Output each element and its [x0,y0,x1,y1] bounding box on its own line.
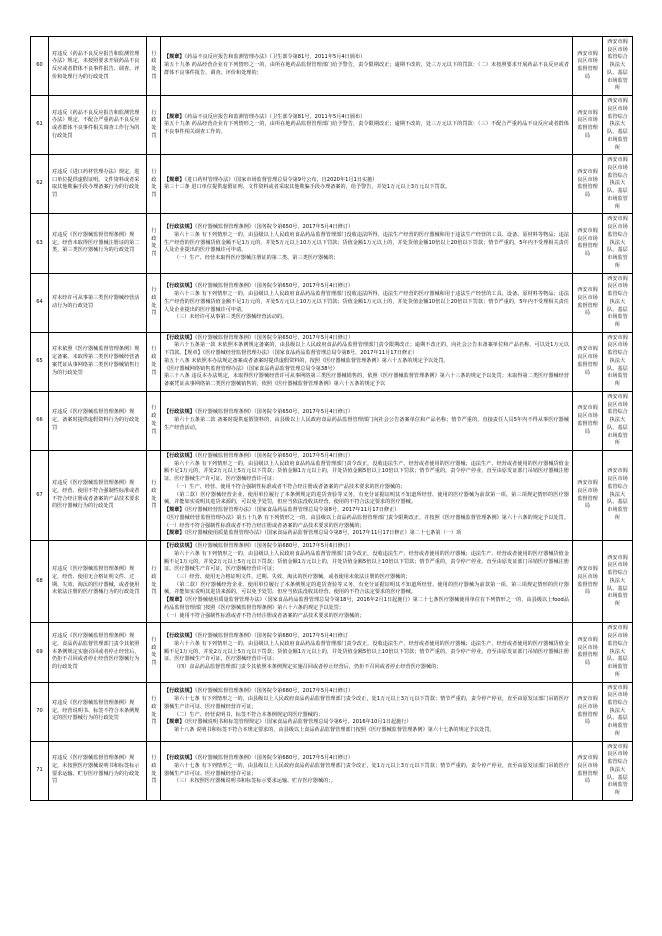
penalty-type [147,96,161,155]
penalty-item-name: 对违反《医疗器械监督管理条例》规定，经营、使用不符合强制性标准或者不符合经注册或者备案的产品技术要求的医疗器械行为的行政处罚 [49,450,147,540]
responsible-unit: 西安市阎良区市场监管综合执法大队、基层市场监管所 [603,214,633,273]
basis-paragraph [164,755,569,763]
basis-text: （四）食品药品监督管理部门责令其依照本条例规定实施召回或者停止经营后，仍拒不召回或者停止经营医疗器械的； [174,664,442,671]
penalty-item-name: 对未经许可从事第三类医疗器械经营活动行为的行政处罚 [49,273,147,332]
table-row [31,332,633,391]
basis-text: （一）生产、经营未取得医疗器械注册证的第二类、第三类医疗器械的； [174,255,339,262]
basis-paragraph [164,515,569,530]
basis-text: 第五十九条 药品经营企业有下列情形之一的，由所在地药品监督管理部门给予警告，责令限期改正；逾期不改的，处三万元以下的罚款：（二）未按照要求开展药品不良反应或者群体不良事件报告、调查、评价和处理的； [164,62,569,76]
basis-paragraph [164,582,569,597]
basis-lead-label: 【规章】 [164,719,185,726]
penalty-basis [161,273,573,332]
table-row [31,623,633,682]
penalty-type [147,214,161,273]
basis-text: 《医疗器械监督管理条例》（国务院令第650号，2017年5月4日修订） [194,224,354,231]
responsible-unit: 西安市阎良区市场监管综合执法大队、基层市场监管所 [603,450,633,540]
penalty-item-name: 对违反《进口药材管理办法》规定，进口单位提供虚假证明、文件资料或者采取其他欺骗手段办理备案行为的行政处罚 [49,155,147,214]
penalty-type [147,155,161,214]
penalty-basis [161,623,573,682]
penalty-type-label: 行政处罚 [151,637,157,667]
basis-text: 《医疗器械使用质量监督管理办法》（国家食品药品监督管理总局令第18号，2016年2月1日起施行）第二十七条医疗器械使用单位有下列情形之一的，由县级以上food品药品监督管理部门按照《医疗器械监督管理条例》第六十六条的规定予以处罚； [164,597,570,611]
basis-paragraph [164,283,569,291]
responsible-unit: 西安市阎良区市场监管综合执法大队、基层市场监管所 [603,332,633,391]
penalty-item-name: 对违反《医疗器械监督管理条例》规定，经营未取得医疗器械注册证的第二类、第三类医疗器械行为的行政处罚 [49,214,147,273]
table-row [31,214,633,273]
basis-lead-label: 【规章】 [164,113,185,120]
table-row [31,155,633,214]
penalty-item-name: 对违反《药品不良反应报告和监测管理办法》规定，未按照要求开展药品不良反应或者群体不良事件报告、调查、评价和处理行为的行政处罚 [49,37,147,96]
basis-paragraph [164,727,569,735]
basis-paragraph [164,574,569,582]
basis-paragraph [164,641,569,664]
basis-paragraph [164,484,569,492]
penalty-basis [161,332,573,391]
basis-text: （一）使用不符合强制性标准或者不符合经注册或者备案的产品技术要求的医疗器械的； [164,612,365,619]
basis-text: （二）生产、经营说明书、标签不符合本条例规定的医疗器械的； [174,711,324,718]
basis-text: 《医疗器械使用质量监督管理办法》（国家食品药品监督管理总局令第8号，2017年11月17日修正）第二十七条第（一）项 [184,530,462,537]
penalty-type [147,273,161,332]
table-row [31,96,633,155]
penalty-type [147,682,161,741]
implementing-authority: 西安市阎良区市场监督管理局 [573,682,603,741]
penalty-items-table [30,36,633,801]
basis-paragraph [164,719,569,727]
table-row [31,741,633,800]
responsible-unit: 西安市阎良区市场监管综合执法大队、基层市场监管所 [603,155,633,214]
basis-paragraph [164,664,569,672]
penalty-basis [161,682,573,741]
basis-paragraph [164,121,569,136]
row-number: 65 [31,332,49,391]
penalty-basis [161,96,573,155]
basis-text: 第六十三条 有下列情形之一的，由县级以上人民政府食品药品监督管理部门没收违法所得、违法生产经营的医疗器械和用于违法生产经营的工具、设备、原材料等物品；违法生产经营的医疗器械货值金额不足1万元的，并处5万元以上10万元以下罚款；货值金额1万元以上的，并处货值金额10倍以上20倍以下罚款；情节严重的，5年内不受理相关责任人及企业提出的医疗器械许可申请。 [164,231,569,254]
basis-paragraph [164,633,569,641]
basis-text: 《医疗器械监督管理条例》（国务院令第650号，2017年5月4日修订） [194,334,354,341]
implementing-authority: 西安市阎良区市场监督管理局 [573,332,603,391]
penalty-basis [161,541,573,623]
implementing-authority: 西安市阎良区市场监督管理局 [573,37,603,96]
row-number: 66 [31,391,49,450]
responsible-unit: 西安市阎良区市场监管综合执法大队、基层市场监管所 [603,682,633,741]
penalty-basis [161,155,573,214]
basis-text: 《医疗器械监督管理条例》（国务院令第680号，2017年5月6日修订） [194,543,354,550]
basis-text: 第六十三条 有下列情形之一的，由县级以上人民政府食品药品监督管理部门没收违法所得、违法生产经营的医疗器械和用于违法生产经营的工具、设备、原材料等物品；违法生产经营的医疗器械货值金额不足1万元的，并处5万元以上10万元以下罚款；货值金额1万元以上的，并处货值金额10倍以上20倍以下罚款；情节严重的，5年内不受理相关责任人及企业提出的医疗器械许可申请。 [164,291,569,313]
penalty-type [147,391,161,450]
responsible-unit: 西安市阎良区市场监管综合执法大队、基层市场监管所 [603,391,633,450]
basis-text: （第二款）医疗器械经营企业、使用单位履行了本条例规定的进货查验等义务，有充分证据证明其不知道所经营、使用的医疗器械为前款第一项、第三项规定情形的医疗器械，并能如实说明其进货来源的，可以免予处罚，但应当依法没收其经营、使用的不符合法定要求的医疗器械。 [164,491,569,506]
basis-paragraph [164,342,569,357]
basis-text: （三）经营、使用无合格证明文件、过期、失效、淘汰的医疗器械，或者使用未依法注册的医疗器械的； [174,574,411,580]
table-body [31,37,633,801]
basis-paragraph [164,696,569,711]
basis-text: 第六十七条 有下列情形之一的，由县级以上人民政府食品药品监督管理部门责令改正，处1万元以上3万元以下罚款；情节严重的，责令停产停业，直至由原发证部门吊销医疗器械生产许可证、医疗器械经营许可证； [164,696,569,710]
basis-paragraph [164,763,569,778]
basis-paragraph [164,358,569,366]
row-number: 69 [31,623,49,682]
basis-lead-label: 【行政法规】 [164,334,195,341]
penalty-type-label: 行政处罚 [151,50,157,80]
row-number: 67 [31,450,49,540]
table-row [31,541,633,623]
basis-text: 《医疗器械网络销售监督管理办法》（国家食品药品监督管理总局令第38号） [164,365,338,372]
basis-lead-label: 【规章】 [164,54,185,61]
penalty-type-label: 行政处罚 [151,109,157,139]
table-row [31,682,633,741]
penalty-type-label: 行政处罚 [151,480,157,510]
penalty-item-name: 对违反《医疗器械监督管理条例》规定，经营说明书、标签不符合本条例规定的医疗器械行为的行政处罚 [49,682,147,741]
basis-text: 第三十八条 违反本办法规定，未取得医疗器械经营许可从事网络第三类医疗器械销售的，依照《医疗器械监督管理条例》第六十三条的规定予以处罚；未取得第二类医疗器械经营备案凭证从事网络第二类医疗器械销售的，依照《医疗器械监督管理条例》第六十五条的规定予以 [164,373,569,388]
basis-text: 第六十六条 有下列情形之一的，由县级以上人民政府食品药品监督管理部门责令改正，没收违法生产、经营或者使用的医疗器械；违法生产、经营或者使用的医疗器械货值金额不足1万元的，并处2万元以上5万元以下罚款；货值金额1万元以上的，并处货值金额5倍以上10倍以下罚款；情节严重的，责令停产停业，直至由原发证部门吊销医疗器械注册证、医疗器械生产许可证、医疗器械经营许可证； [164,640,569,663]
basis-lead-label: 【行政法规】 [164,224,195,231]
row-number: 68 [31,541,49,623]
basis-text: 第六十五条第一款 未依照本条例规定备案的，由县级以上人民政府食品药品监督管理部门责令限期改正；逾期不改正的，向社会公告未备案单位和产品名称，可以处1万元以下罚款。【规章】《医疗器械经营监督管理办法》（国家食品药品监督管理总局令第8号，2017年11月17日修正） [164,342,569,357]
penalty-type [147,450,161,540]
penalty-type-label: 行政处罚 [151,228,157,258]
penalty-type [147,741,161,800]
table-row [31,450,633,540]
penalty-item-name: 对违反《医疗器械监督管理条例》规定，经营、使用无合格证明文件、过期、失效、淘汰的医疗器械，或者使用未依法注册的医疗器械行为的行政处罚 [49,541,147,623]
row-number: 61 [31,96,49,155]
row-number: 64 [31,273,49,332]
responsible-unit: 西安市阎良区市场监管综合执法大队、基层市场监管所 [603,37,633,96]
basis-text: 《医疗器械监督管理条例》（国务院令第650号，2017年5月4日修订） [194,452,354,459]
responsible-unit: 西安市阎良区市场监管综合执法大队、基层市场监管所 [603,273,633,332]
implementing-authority: 西安市阎良区市场监督管理局 [573,96,603,155]
table-row [31,37,633,96]
basis-lead-label: 【行政法规】 [164,452,195,459]
row-number: 71 [31,741,49,800]
row-number: 60 [31,37,49,96]
penalty-item-name: 对违反《医疗器械监督管理条例》规定，未按照医疗器械说明书和标签标示要求运输、贮存医疗器械行为的行政处罚 [49,741,147,800]
penalty-item-name: 对违反《医疗器械监督管理条例》规定，食品药品监督管理部门责令其依照本条例规定实施召回或者停止经营后，仍拒不召回或者停止经营医疗器械行为的行政处罚 [49,623,147,682]
row-number: 70 [31,682,49,741]
basis-paragraph [164,551,569,574]
implementing-authority: 西安市阎良区市场监督管理局 [573,155,603,214]
basis-paragraph [164,232,569,255]
basis-text: 《医疗器械经营监督管理办法》（国家食品药品监督管理总局令第8号，2017年11月17日修正） [184,507,400,514]
basis-text: （第二款）医疗器械经营企业、使用单位履行了本条例规定的进货查验等义务，有充分证据证明其不知道所经营、使用的医疗器械为前款第一项、第三项规定情形的医疗器械，并能如实说明其进货来源的，可以免予处罚，但应当依法没收其经营、使用的不符合法定要求的医疗器械。 [164,581,569,596]
basis-paragraph [164,530,569,538]
basis-text: 《医疗器械监督管理条例》（国务院令第680号，2017年5月4日修订） [194,688,354,695]
implementing-authority: 西安市阎良区市场监督管理局 [573,214,603,273]
penalty-basis [161,37,573,96]
basis-paragraph [164,778,569,786]
basis-paragraph [164,597,569,612]
implementing-authority: 西安市阎良区市场监督管理局 [573,741,603,800]
basis-paragraph [164,688,569,696]
basis-text: 第五十八条 未依照本办法规定备案或者备案时提供虚假资料的，按照《医疗器械监督管理条例》第六十五条的规定予以处罚。 [164,357,449,364]
penalty-type-label: 行政处罚 [151,755,157,785]
basis-paragraph [164,62,569,77]
basis-text: 《医疗器械监督管理条例》（国务院令第650号，2017年5月4日修订） [194,283,354,290]
penalty-basis [161,391,573,450]
basis-text: 第六十六条 有下列情形之一的，由县级以上人民政府食品药品监督管理部门责令改正，没收违法生产、经营或者使用的医疗器械；违法生产、经营或者使用的医疗器械货值金额不足1万元的，并处2万元以上5万元以下罚款；货值金额1万元以上的，并处货值金额5倍以上10倍以下罚款；情节严重的，责令停产停业，直至由原发证部门吊销医疗器械注册证、医疗器械生产许可证、医疗器械经营许可证： [164,460,569,483]
basis-paragraph [164,507,569,515]
basis-text: 《医疗器械经营监督管理办法》第五十九条 有下列情形之一的，由县级以上食品药品监督管理部门责令限期改正，并按照《医疗器械监督管理条例》第六十六条的规定予以处罚。（一）经营不符合强制性标准或者不符合经注册或者备案的产品技术要求的医疗器械的； [164,514,569,529]
basis-lead-label: 【行政法规】 [164,409,195,416]
basis-text: 第六十五条第二款 备案时提供虚假资料的，由县级以上人民政府食品药品监督管理部门向社会公告备案单位和产品名称；情节严重的，直接责任人员5年内不得从事医疗器械生产经营活动。 [164,417,569,431]
responsible-unit: 西安市阎良区市场监管综合执法大队、基层市场监管所 [603,741,633,800]
basis-text: 《医疗器械监督管理条例》（国务院令第650号，2017年5月4日修订） [194,409,354,416]
basis-lead-label: 【行政法规】 [164,283,195,290]
penalty-type-label: 行政处罚 [151,346,157,376]
responsible-unit: 西安市阎良区市场监管综合执法大队、基层市场监管所 [603,541,633,623]
responsible-unit: 西安市阎良区市场监管综合执法大队、基层市场监管所 [603,623,633,682]
basis-paragraph [164,492,569,507]
penalty-item-name: 对未依照《医疗器械监督管理条例》规定备案、未取得第二类医疗器械经营备案凭证从事网络第二类医疗器械销售行为的行政处罚 [49,332,147,391]
basis-paragraph [164,417,569,432]
basis-text: 《医疗器械说明书和标签管理规定》（国家食品药品监督管理总局令第6号，2016年10月1日起施行） [184,719,412,726]
row-number: 63 [31,214,49,273]
basis-text: 第六十七条 有下列情形之一的，由县级以上人民政府食品药品监督管理部门责令改正，处1万元以上3万元以下罚款；情节严重的，责令停产停业，直至由原发证部门吊销医疗器械生产许可证、医疗器械经营许可证； [164,763,569,777]
basis-text: 第六十六条 有下列情形之一的，由县级以上人民政府食品药品监督管理部门责令改正，没收违法生产、经营或者使用的医疗器械；违法生产、经营或者使用的医疗器械货值金额不足1万元的，并处2万元以上5万元以下罚款；货值金额1万元以上的，并处货值金额5倍以上10倍以下罚款；情节严重的，责令停产停业，直至由原发证部门吊销医疗器械注册证、医疗器械生产许可证、医疗器械经营许可证； [164,550,569,573]
penalty-type [147,332,161,391]
implementing-authority: 西安市阎良区市场监督管理局 [573,391,603,450]
row-number: 62 [31,155,49,214]
penalty-basis [161,214,573,273]
table-row [31,391,633,450]
basis-lead-label: 【规章】 [164,507,185,514]
implementing-authority: 西安市阎良区市场监督管理局 [573,450,603,540]
responsible-unit: 西安市阎良区市场监管综合执法大队、基层市场监管所 [603,96,633,155]
basis-lead-label: 【行政法规】 [164,633,195,640]
penalty-type-label: 行政处罚 [151,566,157,596]
penalty-item-name: 对违反《药品不良反应报告和监测管理办法》规定，不配合严重药品不良反应或者群体不良事件相关调查工作行为的行政处罚 [49,96,147,155]
basis-text: 《医疗器械监督管理条例》（国务院令第680号，2017年5月4日修订 [194,633,348,640]
penalty-type [147,623,161,682]
basis-text: 《药品不良反应报告和监测管理办法》（卫生部令第81号，2011年5月4日颁布） [184,113,366,120]
basis-lead-label: 【规章】 [164,530,185,537]
basis-lead-label: 【行政法规】 [164,688,195,695]
basis-text: 第五十九条 药品经营企业有下列情形之一的，由所在地药品监督管理部门给予警告，责令限期改正；逾期不改的，处三万元以下的罚款：（三）不配合严重药品不良反应或者群体不良事件相关调查工作的。 [164,121,569,136]
basis-paragraph [164,409,569,417]
basis-lead-label: 【规章】 [164,597,185,604]
basis-text: 第十八条 说明书和标签不符合本规定要求的，由县级以上食品药品监督管理部门按照《医疗器械监督管理条例》第六十七条的规定予以处罚。 [174,727,495,734]
penalty-type-label: 行政处罚 [151,168,157,199]
basis-paragraph [164,184,569,192]
basis-text: 《进口药材管理办法》（国家市场监督管理总局令第9号公布，自2020年1月1日实施） [184,176,378,183]
basis-text: 《医疗器械监督管理条例》（国务院令第680号，2017年5月4日修订） [194,755,354,762]
table-row [31,273,633,332]
basis-text: （三）未按照医疗器械说明书和标签标示要求运输、贮存医疗器械的；。 [174,778,337,785]
penalty-item-name: 对违反《医疗器械监督管理条例》规定，备案时提供虚假资料行为的行政处罚 [49,391,147,450]
basis-paragraph [164,613,569,621]
basis-paragraph [164,453,569,461]
penalty-basis [161,741,573,800]
basis-text: 《药品不良反应报告和监测管理办法》（卫生部令第81号，2011年5月4日颁布） [184,54,366,61]
basis-paragraph [164,291,569,314]
basis-paragraph [164,255,569,263]
penalty-type-label: 行政处罚 [151,405,157,435]
basis-paragraph [164,224,569,232]
penalty-type-label: 行政处罚 [151,287,157,317]
penalty-type [147,37,161,96]
penalty-type-label: 行政处罚 [151,696,157,726]
penalty-type [147,541,161,623]
basis-paragraph [164,543,569,551]
implementing-authority: 西安市阎良区市场监督管理局 [573,541,603,623]
basis-paragraph [164,314,569,322]
basis-lead-label: 【行政法规】 [164,543,195,550]
basis-lead-label: 【规章】 [164,176,185,183]
implementing-authority: 西安市阎良区市场监督管理局 [573,623,603,682]
basis-lead-label: 【行政法规】 [164,755,195,762]
basis-text: 第三十三条 进口单位提供虚假证明、文件资料或者采取其他欺骗手段办理备案的，给予警告，并处1万元以上3万元以下罚款。 [164,184,451,191]
penalty-basis [161,450,573,540]
basis-text: （三）未经许可从事第三类医疗器械经营活动的。 [174,314,288,321]
basis-paragraph [164,373,569,388]
basis-paragraph [164,461,569,484]
implementing-authority: 西安市阎良区市场监督管理局 [573,273,603,332]
basis-text: （一）生产、经营、使用不符合强制性标准或者不符合经注册或者备案的产品技术要求的医疗器械的； [174,483,406,490]
